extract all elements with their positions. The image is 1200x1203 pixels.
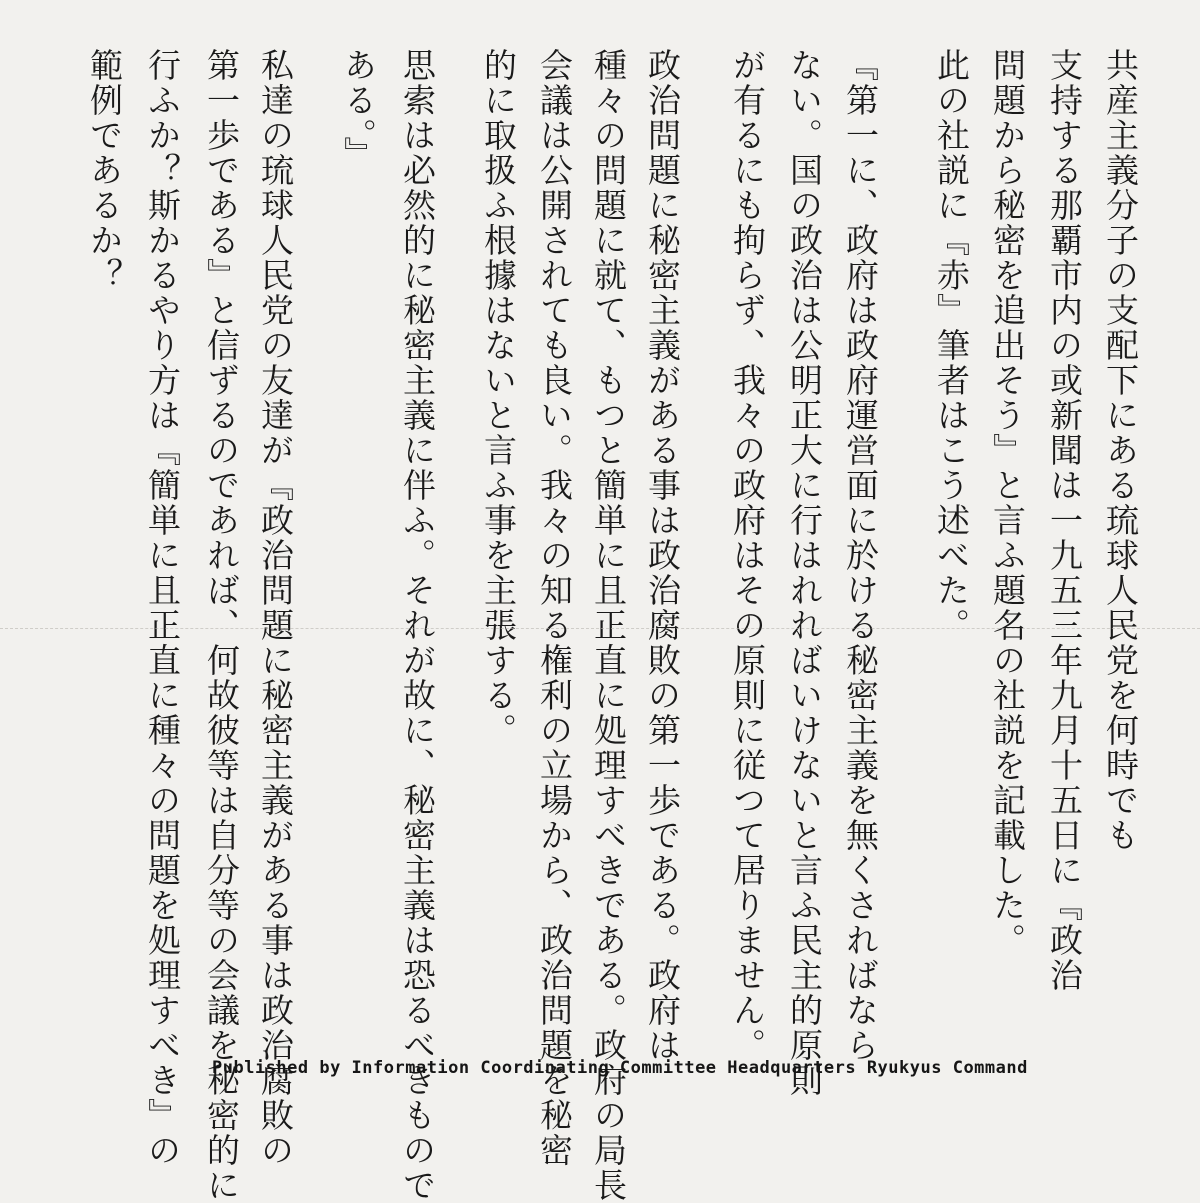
text-column-15: 第一歩である』と信ずるのであれば、何故彼等は自分等の会議を秘密的に: [202, 48, 241, 1203]
text-column-11: 的に取扱ふ根據はないと言ふ事を主張する。: [479, 48, 518, 748]
text-column-3: 問題から秘密を追出そう』と言ふ題名の社説を記載した。: [988, 48, 1027, 958]
text-column-14: 私達の琉球人民党の友達が『政治問題に秘密主義がある事は政治腐敗の: [256, 48, 295, 1168]
text-column-1: 共産主義分子の支配下にある琉球人民党を何時でも: [1101, 48, 1140, 853]
publisher-footer: Published by Information Coordinating Committee Headquarters Ryukyus Command: [212, 1058, 1028, 1078]
text-column-13: ある。』: [339, 48, 378, 172]
text-column-7: が有るにも拘らず、我々の政府はその原則に従つて居りません。: [728, 48, 767, 1063]
text-column-12: 思索は必然的に秘密主義に伴ふ。それが故に、秘密主義は恐るべきもので: [398, 48, 437, 1203]
text-column-6: ない。国の政治は公明正大に行はれればいけないと言ふ民主的原則: [785, 48, 824, 1098]
text-column-4: 此の社説に『赤』筆者はこう述べた。: [932, 48, 971, 643]
text-column-17: 範例であるか？: [85, 48, 124, 293]
text-column-2: 支持する那覇市内の或新聞は一九五三年九月十五日に『政治: [1045, 48, 1084, 993]
text-column-10: 会議は公開されても良い。我々の知る権利の立場から、政治問題を秘密: [535, 48, 574, 1168]
text-column-9: 種々の問題に就て、もつと簡単に且正直に処理すべきである。政府の局長: [589, 48, 628, 1203]
text-column-16: 行ふか？斯かるやり方は『簡単に且正直に種々の問題を処理すべき』の: [143, 48, 182, 1168]
text-column-8: 政治問題に秘密主義がある事は政治腐敗の第一歩である。政府は: [643, 48, 682, 1063]
text-column-5: 『第一に、政府は政府運営面に於ける秘密主義を無くさればなら: [841, 48, 880, 1063]
fold-line-divider: [0, 628, 1200, 630]
